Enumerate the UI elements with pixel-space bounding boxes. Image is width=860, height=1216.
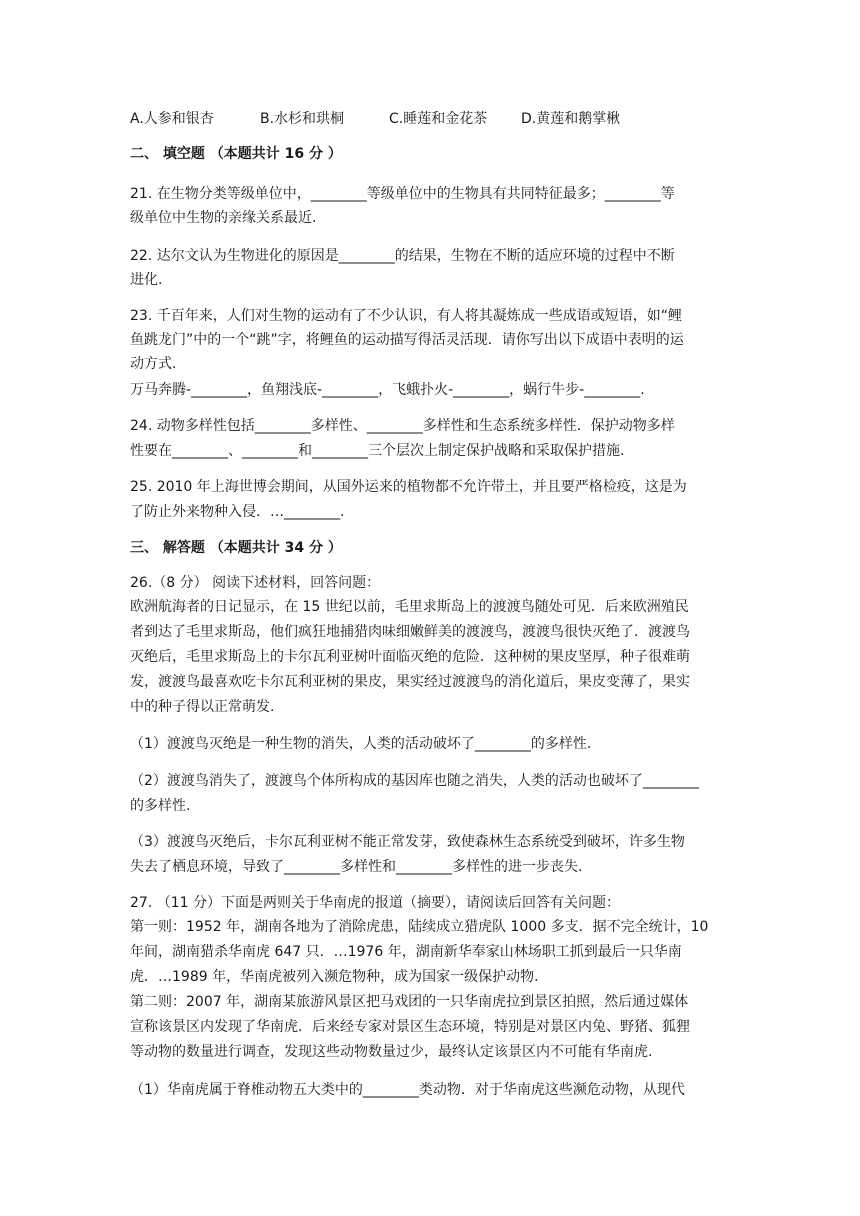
section-heading-fill-in: 二、 填空题 （本题共计 16 分 ） xyxy=(130,146,342,162)
question-21-line-1: 21. 在生物分类等级单位中，________等级单位中的生物具有共同特征最多；________等 xyxy=(130,186,675,202)
question-27-report-1-line-3: 虎．…1989 年，华南虎被列入濒危物种，成为国家一级保护动物. xyxy=(130,969,539,985)
question-26-material-line-4: 发，渡渡鸟最喜欢吃卡尔瓦利亚树的果皮，果实经过渡渡鸟的消化道后，果皮变薄了，果实 xyxy=(130,674,690,690)
question-26-title: 26.（8 分） 阅读下述材料，回答问题： xyxy=(130,575,381,591)
option-d: D.黄莲和鹅掌楸 xyxy=(521,111,621,127)
question-25-line-1: 25. 2010 年上海世博会期间，从国外运来的植物都不允许带土，并且要严格检疫，这是为 xyxy=(130,479,687,495)
question-24-line-2: 性要在________、________和________三个层次上制定保护战略和采取保护措施. xyxy=(130,443,625,459)
question-27-report-1-line-1: 第一则：1952 年，湖南各地为了消除虎患，陆续成立猎虎队 1000 多支．据不完全统计，10 xyxy=(130,919,709,935)
question-26-sub-2-line-2: 的多样性. xyxy=(130,798,191,814)
question-26-material-line-5: 中的种子得以正常萌发. xyxy=(130,699,275,715)
question-27-report-1-line-2: 年间，湖南猎杀华南虎 647 只．…1976 年，湖南新华奉家山林场职工抓到最后一只华南 xyxy=(130,944,682,960)
question-23-line-3: 动方式. xyxy=(130,356,177,372)
question-22-line-1: 22. 达尔文认为生物进化的原因是________的结果，生物在不断的适应环境的过程中不断 xyxy=(130,248,675,264)
option-c: C.睡莲和金花茶 xyxy=(389,111,488,127)
option-b: B.水杉和珙桐 xyxy=(260,111,345,127)
answer-options-row xyxy=(130,108,730,128)
question-26-material-line-3: 灭绝后，毛里求斯岛上的卡尔瓦利亚树叶面临灭绝的危险．这种树的果皮坚厚，种子很难萌 xyxy=(130,649,690,665)
question-26-material-line-1: 欧洲航海者的日记显示，在 15 世纪以前，毛里求斯岛上的渡渡鸟随处可见．后来欧洲殖民 xyxy=(130,599,689,615)
question-26-sub-3-line-2: 失去了栖息环境，导致了________多样性和________多样性的进一步丧失. xyxy=(130,859,583,875)
question-24-line-1: 24. 动物多样性包括________多样性、________多样性和生态系统多样性．保护动物多样 xyxy=(130,418,675,434)
question-23-line-2: 鱼跳龙门”中的一个“跳”字，将鲤鱼的运动描写得活灵活现．请你写出以下成语中表明的运 xyxy=(130,332,684,348)
question-26-sub-2-line-1: （2）渡渡鸟消失了，渡渡鸟个体所构成的基因库也随之消失，人类的活动也破坏了________ xyxy=(130,773,699,789)
question-25-line-2: 了防止外来物种入侵．…________. xyxy=(130,504,345,520)
question-22-line-2: 进化. xyxy=(130,272,163,288)
question-27-title: 27. （11 分）下面是两则关于华南虎的报道（摘要），请阅读后回答有关问题： xyxy=(130,895,620,911)
question-26-sub-1: （1）渡渡鸟灭绝是一种生物的消失，人类的活动破坏了________的多样性. xyxy=(130,736,592,752)
question-21-line-2: 级单位中生物的亲缘关系最近. xyxy=(130,210,317,226)
question-27-report-2-line-2: 宣称该景区内发现了华南虎．后来经专家对景区生态环境，特别是对景区内兔、野猪、狐狸 xyxy=(130,1019,690,1035)
question-26-material-line-2: 者到达了毛里求斯岛，他们疯狂地捕猎肉味细嫩鲜美的渡渡鸟，渡渡鸟很快灭绝了．渡渡鸟 xyxy=(130,624,690,640)
option-a: A.人参和银杏 xyxy=(130,111,214,127)
question-23-line-1: 23. 千百年来，人们对生物的运动有了不少认识，有人将其凝炼成一些成语或短语，如“鲤 xyxy=(130,308,682,324)
question-27-sub-1: （1）华南虎属于脊椎动物五大类中的________类动物．对于华南虎这些濒危动物，从现代 xyxy=(130,1082,685,1098)
question-23-blanks: 万马奔腾-________，鱼翔浅底-________，飞蛾扑火-________，蜗行牛步-________. xyxy=(130,382,645,398)
question-26-sub-3-line-1: （3）渡渡鸟灭绝后，卡尔瓦利亚树不能正常发芽，致使森林生态系统受到破坏，许多生物 xyxy=(130,834,685,850)
question-27-report-2-line-1: 第二则：2007 年，湖南某旅游风景区把马戏团的一只华南虎拉到景区拍照，然后通过媒体 xyxy=(130,994,689,1010)
section-heading-answer: 三、 解答题 （本题共计 34 分 ） xyxy=(130,540,342,556)
question-27-report-2-line-3: 等动物的数量进行调查，发现这些动物数量过少，最终认定该景区内不可能有华南虎. xyxy=(130,1044,653,1060)
